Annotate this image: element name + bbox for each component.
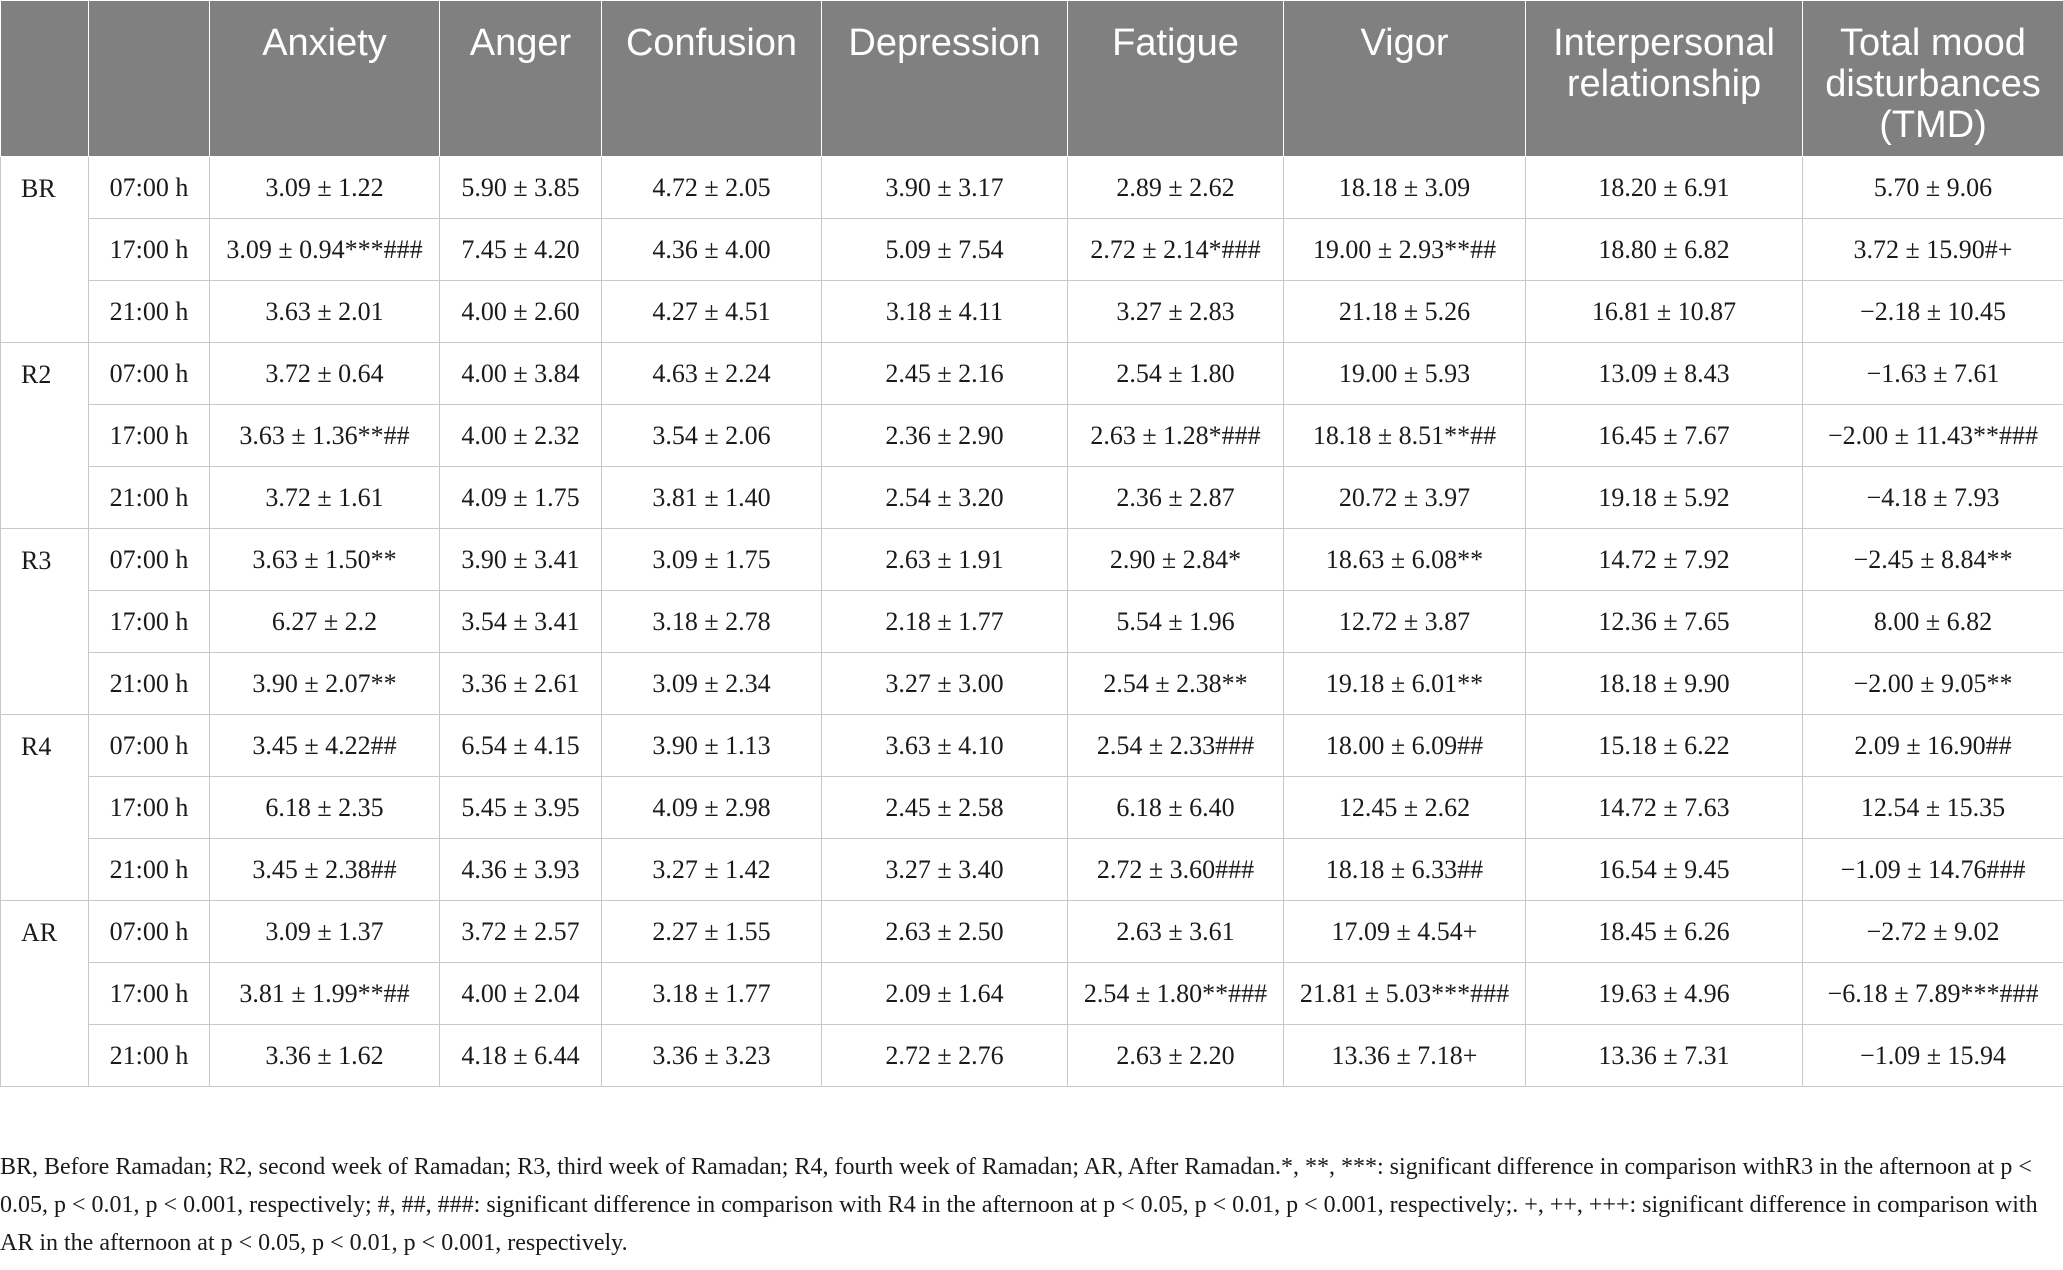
table-cell: 2.54 ± 2.38**	[1068, 653, 1284, 715]
table-cell: 6.27 ± 2.2	[210, 591, 440, 653]
table-cell: 3.36 ± 3.23	[602, 1025, 822, 1087]
table-cell: 2.36 ± 2.87	[1068, 467, 1284, 529]
table-cell: 2.72 ± 2.14*###	[1068, 219, 1284, 281]
table-cell: −1.09 ± 14.76###	[1803, 839, 2063, 901]
table-cell: 2.36 ± 2.90	[822, 405, 1068, 467]
table-cell: 5.09 ± 7.54	[822, 219, 1068, 281]
phase-label: R2	[1, 343, 89, 529]
table-cell: 3.54 ± 2.06	[602, 405, 822, 467]
table-cell: 16.45 ± 7.67	[1526, 405, 1803, 467]
table-cell: 4.00 ± 2.32	[440, 405, 602, 467]
header-vigor: Vigor	[1284, 1, 1526, 157]
table-cell: 13.36 ± 7.18+	[1284, 1025, 1526, 1087]
table-row	[1, 963, 2063, 1025]
table-cell: 2.45 ± 2.58	[822, 777, 1068, 839]
table-cell: 6.54 ± 4.15	[440, 715, 602, 777]
table-cell: 2.72 ± 2.76	[822, 1025, 1068, 1087]
table-cell: 13.36 ± 7.31	[1526, 1025, 1803, 1087]
table-cell: 3.54 ± 3.41	[440, 591, 602, 653]
time-cell: 21:00 h	[89, 839, 210, 901]
table-cell: −2.18 ± 10.45	[1803, 281, 2063, 343]
header-fatigue: Fatigue	[1068, 1, 1284, 157]
table-cell: 2.45 ± 2.16	[822, 343, 1068, 405]
table-cell: 3.45 ± 2.38##	[210, 839, 440, 901]
table-cell: 4.36 ± 4.00	[602, 219, 822, 281]
time-cell: 07:00 h	[89, 157, 210, 219]
table-cell: 19.00 ± 2.93**##	[1284, 219, 1526, 281]
time-cell: 07:00 h	[89, 715, 210, 777]
table-cell: 2.09 ± 16.90##	[1803, 715, 2063, 777]
table-cell: 2.63 ± 3.61	[1068, 901, 1284, 963]
table-cell: −2.45 ± 8.84**	[1803, 529, 2063, 591]
header-tmd: Total mood disturbances (TMD)	[1803, 1, 2063, 157]
header-anger: Anger	[440, 1, 602, 157]
table-cell: −2.00 ± 11.43**###	[1803, 405, 2063, 467]
table-cell: 3.09 ± 1.22	[210, 157, 440, 219]
table-cell: 5.90 ± 3.85	[440, 157, 602, 219]
table-row	[1, 901, 2063, 963]
table-cell: 17.09 ± 4.54+	[1284, 901, 1526, 963]
table-cell: −6.18 ± 7.89***###	[1803, 963, 2063, 1025]
time-cell: 17:00 h	[89, 219, 210, 281]
table-cell: 18.63 ± 6.08**	[1284, 529, 1526, 591]
table-cell: 6.18 ± 6.40	[1068, 777, 1284, 839]
table-cell: 12.36 ± 7.65	[1526, 591, 1803, 653]
table-cell: 4.63 ± 2.24	[602, 343, 822, 405]
table-cell: 6.18 ± 2.35	[210, 777, 440, 839]
header-depression: Depression	[822, 1, 1068, 157]
header-cell	[89, 1, 210, 157]
table-row	[1, 839, 2063, 901]
table-row	[1, 653, 2063, 715]
table-row	[1, 157, 2063, 219]
table-cell: 3.72 ± 15.90#+	[1803, 219, 2063, 281]
table-cell: 2.09 ± 1.64	[822, 963, 1068, 1025]
phase-label: R4	[1, 715, 89, 901]
table-cell: 18.18 ± 6.33##	[1284, 839, 1526, 901]
table-cell: 3.63 ± 4.10	[822, 715, 1068, 777]
header-interpersonal-relationship: Interpersonal relationship	[1526, 1, 1803, 157]
table-cell: 20.72 ± 3.97	[1284, 467, 1526, 529]
table-cell: 19.63 ± 4.96	[1526, 963, 1803, 1025]
table-footnote: BR, Before Ramadan; R2, second week of Ramadan; R3, third week of Ramadan; R4, fourth week of Ramadan; AR, After Ramadan.*, **, ***: significant difference in comparison withR3 in the afternoon at p < 0.05, p < 0.01, p < 0.001, respectively; #, ##, ###: significant difference in comparison with R4 in the afternoon at p < 0.05, p < 0.01, p < 0.001, respectively;. +, ++, +++: significant difference in comparison with AR in the afternoon at p < 0.05, p < 0.01, p < 0.001, respectively.	[0, 1154, 2038, 1256]
phase-label: BR	[1, 157, 89, 343]
table-cell: 14.72 ± 7.63	[1526, 777, 1803, 839]
time-cell: 07:00 h	[89, 343, 210, 405]
table-cell: 2.54 ± 2.33###	[1068, 715, 1284, 777]
table-cell: 3.18 ± 2.78	[602, 591, 822, 653]
table-cell: 5.45 ± 3.95	[440, 777, 602, 839]
table-cell: 5.70 ± 9.06	[1803, 157, 2063, 219]
table-cell: 2.54 ± 3.20	[822, 467, 1068, 529]
table-cell: 5.54 ± 1.96	[1068, 591, 1284, 653]
table-cell: 12.54 ± 15.35	[1803, 777, 2063, 839]
table-cell: 4.00 ± 3.84	[440, 343, 602, 405]
table-cell: 14.72 ± 7.92	[1526, 529, 1803, 591]
table-row	[1, 591, 2063, 653]
table-cell: 19.00 ± 5.93	[1284, 343, 1526, 405]
table-cell: −2.72 ± 9.02	[1803, 901, 2063, 963]
table-body	[1, 157, 2063, 1087]
table-cell: 18.80 ± 6.82	[1526, 219, 1803, 281]
table-cell: 21.81 ± 5.03***###	[1284, 963, 1526, 1025]
header-row	[1, 1, 2063, 157]
table-cell: 3.90 ± 3.41	[440, 529, 602, 591]
table-row	[1, 1025, 2063, 1087]
table-cell: −2.00 ± 9.05**	[1803, 653, 2063, 715]
table-cell: 4.09 ± 1.75	[440, 467, 602, 529]
table-cell: 15.18 ± 6.22	[1526, 715, 1803, 777]
table-cell: −4.18 ± 7.93	[1803, 467, 2063, 529]
table-cell: 3.90 ± 1.13	[602, 715, 822, 777]
table-cell: 2.18 ± 1.77	[822, 591, 1068, 653]
table-cell: 3.09 ± 1.37	[210, 901, 440, 963]
table-cell: 2.63 ± 1.91	[822, 529, 1068, 591]
table-cell: 3.36 ± 2.61	[440, 653, 602, 715]
table-cell: 13.09 ± 8.43	[1526, 343, 1803, 405]
table-cell: 3.45 ± 4.22##	[210, 715, 440, 777]
table-cell: 2.90 ± 2.84*	[1068, 529, 1284, 591]
table-row	[1, 343, 2063, 405]
phase-label: R3	[1, 529, 89, 715]
table-cell: 3.90 ± 2.07**	[210, 653, 440, 715]
table-cell: 4.00 ± 2.04	[440, 963, 602, 1025]
table-cell: 2.63 ± 1.28*###	[1068, 405, 1284, 467]
time-cell: 17:00 h	[89, 591, 210, 653]
time-cell: 21:00 h	[89, 281, 210, 343]
table-cell: −1.63 ± 7.61	[1803, 343, 2063, 405]
table-cell: 18.18 ± 9.90	[1526, 653, 1803, 715]
time-cell: 21:00 h	[89, 467, 210, 529]
table-cell: 12.45 ± 2.62	[1284, 777, 1526, 839]
table-cell: 2.54 ± 1.80**###	[1068, 963, 1284, 1025]
table-cell: 3.27 ± 2.83	[1068, 281, 1284, 343]
table-cell: 3.27 ± 3.00	[822, 653, 1068, 715]
table-row	[1, 281, 2063, 343]
table-cell: 4.00 ± 2.60	[440, 281, 602, 343]
time-cell: 21:00 h	[89, 1025, 210, 1087]
table-cell: 3.27 ± 1.42	[602, 839, 822, 901]
table-cell: 3.72 ± 1.61	[210, 467, 440, 529]
table-cell: 3.09 ± 1.75	[602, 529, 822, 591]
table-cell: 3.63 ± 1.36**##	[210, 405, 440, 467]
time-cell: 17:00 h	[89, 963, 210, 1025]
header-confusion: Confusion	[602, 1, 822, 157]
table-cell: 4.09 ± 2.98	[602, 777, 822, 839]
table-row	[1, 529, 2063, 591]
table-row	[1, 405, 2063, 467]
time-cell: 07:00 h	[89, 901, 210, 963]
table-cell: 2.72 ± 3.60###	[1068, 839, 1284, 901]
table-cell: 2.63 ± 2.20	[1068, 1025, 1284, 1087]
table-row	[1, 467, 2063, 529]
phase-label: AR	[1, 901, 89, 1087]
header-cell	[1, 1, 89, 157]
time-cell: 21:00 h	[89, 653, 210, 715]
table-cell: 2.63 ± 2.50	[822, 901, 1068, 963]
table-cell: 3.09 ± 2.34	[602, 653, 822, 715]
table-cell: 3.81 ± 1.99**##	[210, 963, 440, 1025]
table-cell: 3.72 ± 0.64	[210, 343, 440, 405]
table-cell: 2.54 ± 1.80	[1068, 343, 1284, 405]
table-cell: 3.18 ± 4.11	[822, 281, 1068, 343]
table-cell: 3.36 ± 1.62	[210, 1025, 440, 1087]
time-cell: 07:00 h	[89, 529, 210, 591]
table-cell: 19.18 ± 5.92	[1526, 467, 1803, 529]
table-cell: 2.89 ± 2.62	[1068, 157, 1284, 219]
table-row	[1, 715, 2063, 777]
table-cell: 3.18 ± 1.77	[602, 963, 822, 1025]
table-cell: 18.18 ± 3.09	[1284, 157, 1526, 219]
table-cell: 16.81 ± 10.87	[1526, 281, 1803, 343]
table-cell: 4.18 ± 6.44	[440, 1025, 602, 1087]
table-cell: 16.54 ± 9.45	[1526, 839, 1803, 901]
table-row	[1, 777, 2063, 839]
table-cell: 3.27 ± 3.40	[822, 839, 1068, 901]
table-cell: 4.27 ± 4.51	[602, 281, 822, 343]
time-cell: 17:00 h	[89, 405, 210, 467]
table-cell: 3.90 ± 3.17	[822, 157, 1068, 219]
table-cell: 3.81 ± 1.40	[602, 467, 822, 529]
table-cell: 18.00 ± 6.09##	[1284, 715, 1526, 777]
table-cell: 19.18 ± 6.01**	[1284, 653, 1526, 715]
table-cell: 12.72 ± 3.87	[1284, 591, 1526, 653]
table-cell: 8.00 ± 6.82	[1803, 591, 2063, 653]
header-anxiety: Anxiety	[210, 1, 440, 157]
table-cell: 4.36 ± 3.93	[440, 839, 602, 901]
table-cell: 2.27 ± 1.55	[602, 901, 822, 963]
table-row	[1, 219, 2063, 281]
table-cell: 3.63 ± 1.50**	[210, 529, 440, 591]
table-cell: 18.20 ± 6.91	[1526, 157, 1803, 219]
table-cell: 21.18 ± 5.26	[1284, 281, 1526, 343]
table-cell: 4.72 ± 2.05	[602, 157, 822, 219]
table-cell: −1.09 ± 15.94	[1803, 1025, 2063, 1087]
table-cell: 18.18 ± 8.51**##	[1284, 405, 1526, 467]
table-cell: 3.09 ± 0.94***###	[210, 219, 440, 281]
table-cell: 7.45 ± 4.20	[440, 219, 602, 281]
table-cell: 18.45 ± 6.26	[1526, 901, 1803, 963]
time-cell: 17:00 h	[89, 777, 210, 839]
table-cell: 3.63 ± 2.01	[210, 281, 440, 343]
table-cell: 3.72 ± 2.57	[440, 901, 602, 963]
